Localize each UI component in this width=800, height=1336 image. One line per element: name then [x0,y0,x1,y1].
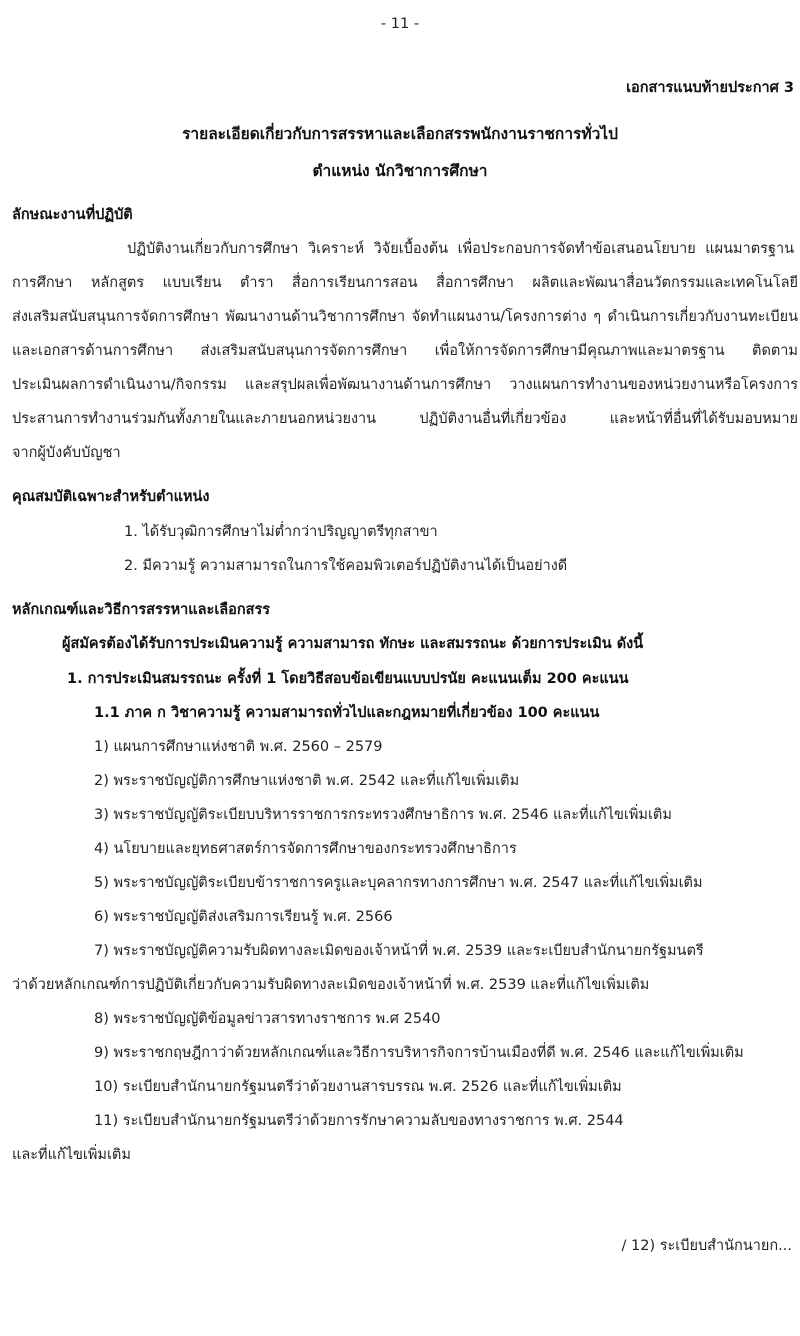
position-title: ตำแหน่ง นักวิชาการศึกษา [312,162,488,180]
criteria-intro: ผู้สมัครต้องได้รับการประเมินความรู้ ความสามารถ ทักษะ และสมรรถนะ ด้วยการประเมิน ดังนี้ [62,636,644,652]
exam-topic: 7) พระราชบัญญัติความรับผิดทางละเมิดของเจ้าหน้าที่ พ.ศ. 2539 และระเบียบสำนักนายกรัฐมนตรี [94,943,704,959]
qualification-item: 1. ได้รับวุฒิการศึกษาไม่ต่ำกว่าปริญญาตรีทุกสาขา [124,524,438,540]
assessment-1-heading: 1. การประเมินสมรรถนะ ครั้งที่ 1 โดยวิธีสอบข้อเขียนแบบปรนัย คะแนนเต็ม 200 คะแนน [67,671,629,687]
qualifications-heading: คุณสมบัติเฉพาะสำหรับตำแหน่ง [12,489,210,505]
criteria-heading: หลักเกณฑ์และวิธีการสรรหาและเลือกสรร [12,602,271,618]
job-nature-line: จากผู้บังคับบัญชา [12,445,121,461]
exam-topic: 6) พระราชบัญญัติส่งเสริมการเรียนรู้ พ.ศ. 2566 [94,909,393,925]
exam-topic: 1) แผนการศึกษาแห่งชาติ พ.ศ. 2560 – 2579 [94,739,383,755]
qualification-item: 2. มีความรู้ ความสามารถในการใช้คอมพิวเตอร์ปฏิบัติงานได้เป็นอย่างดี [124,558,568,574]
job-nature-line: การศึกษา หลักสูตร แบบเรียน ตำรา สื่อการเรียนการสอน สื่อการศึกษา ผลิตและพัฒนาสื่อนวัตกรรมและเทคโนโลยี [12,275,798,291]
exam-topic: 2) พระราชบัญญัติการศึกษาแห่งชาติ พ.ศ. 2542 และที่แก้ไขเพิ่มเติม [94,773,520,789]
attachment-label: เอกสารแนบท้ายประกาศ 3 [626,80,794,96]
part-1-1-heading: 1.1 ภาค ก วิชาความรู้ ความสามารถทั่วไปและกฎหมายที่เกี่ยวข้อง 100 คะแนน [94,705,600,721]
exam-topic: 11) ระเบียบสำนักนายกรัฐมนตรีว่าด้วยการรักษาความลับของทางราชการ พ.ศ. 2544 [94,1113,624,1129]
exam-topic: 4) นโยบายและยุทธศาสตร์การจัดการศึกษาของกระทรวงศึกษาธิการ [94,841,517,857]
job-nature-line: ประเมินผลการดำเนินงาน/กิจกรรม และสรุปผลเพื่อพัฒนางานด้านการศึกษา วางแผนการทำงานของหน่วยงานหรือโครงการ [12,377,798,393]
job-nature-line: และเอกสารด้านการศึกษา ส่งเสริมสนับสนุนการจัดการศึกษา เพื่อให้การจัดการศึกษามีคุณภาพและมาตรฐาน ติดตาม [12,343,798,359]
exam-topic: 3) พระราชบัญญัติระเบียบบริหารราชการกระทรวงศึกษาธิการ พ.ศ. 2546 และที่แก้ไขเพิ่มเติม [94,807,672,823]
job-nature-line: ส่งเสริมสนับสนุนการจัดการศึกษา พัฒนางานด้านวิชาการศึกษา จัดทำแผนงาน/โครงการต่าง ๆ ดำเนินการเกี่ยวกับงานทะเบียน [12,309,798,325]
exam-topic: 8) พระราชบัญญัติข้อมูลข่าวสารทางราชการ พ.ศ 2540 [94,1011,441,1027]
job-nature-line: ประสานการทำงานร่วมกันทั้งภายในและภายนอกหน่วยงาน ปฏิบัติงานอื่นที่เกี่ยวข้อง และหน้าที่อื่นที่ได้รับมอบหมาย [12,411,798,427]
document-title: รายละเอียดเกี่ยวกับการสรรหาและเลือกสรรพนักงานราชการทั่วไป [182,125,618,143]
exam-topic: 10) ระเบียบสำนักนายกรัฐมนตรีว่าด้วยงานสารบรรณ พ.ศ. 2526 และที่แก้ไขเพิ่มเติม [94,1079,622,1095]
page-number: - 11 - [380,16,420,32]
job-nature-line: ปฏิบัติงานเกี่ยวกับการศึกษา วิเคราะห์ วิจัยเบื้องต้น เพื่อประกอบการจัดทำข้อเสนอนโยบาย แผนมาตรฐาน [127,241,794,257]
exam-topic: 5) พระราชบัญญัติระเบียบข้าราชการครูและบุคลากรทางการศึกษา พ.ศ. 2547 และที่แก้ไขเพิ่มเติม [94,875,703,891]
job-nature-heading: ลักษณะงานที่ปฏิบัติ [12,207,133,223]
exam-topic: 9) พระราชกฤษฎีกาว่าด้วยหลักเกณฑ์และวิธีการบริหารกิจการบ้านเมืองที่ดี พ.ศ. 2546 และแก้ไขเพิ่มเติม [94,1045,744,1061]
continuation-note: / 12) ระเบียบสำนักนายก... [621,1238,792,1254]
exam-topic-continuation: และที่แก้ไขเพิ่มเติม [12,1147,131,1163]
exam-topic-continuation: ว่าด้วยหลักเกณฑ์การปฏิบัติเกี่ยวกับความรับผิดทางละเมิดของเจ้าหน้าที่ พ.ศ. 2539 และที่แก้ไขเพิ่มเติม [12,977,650,993]
